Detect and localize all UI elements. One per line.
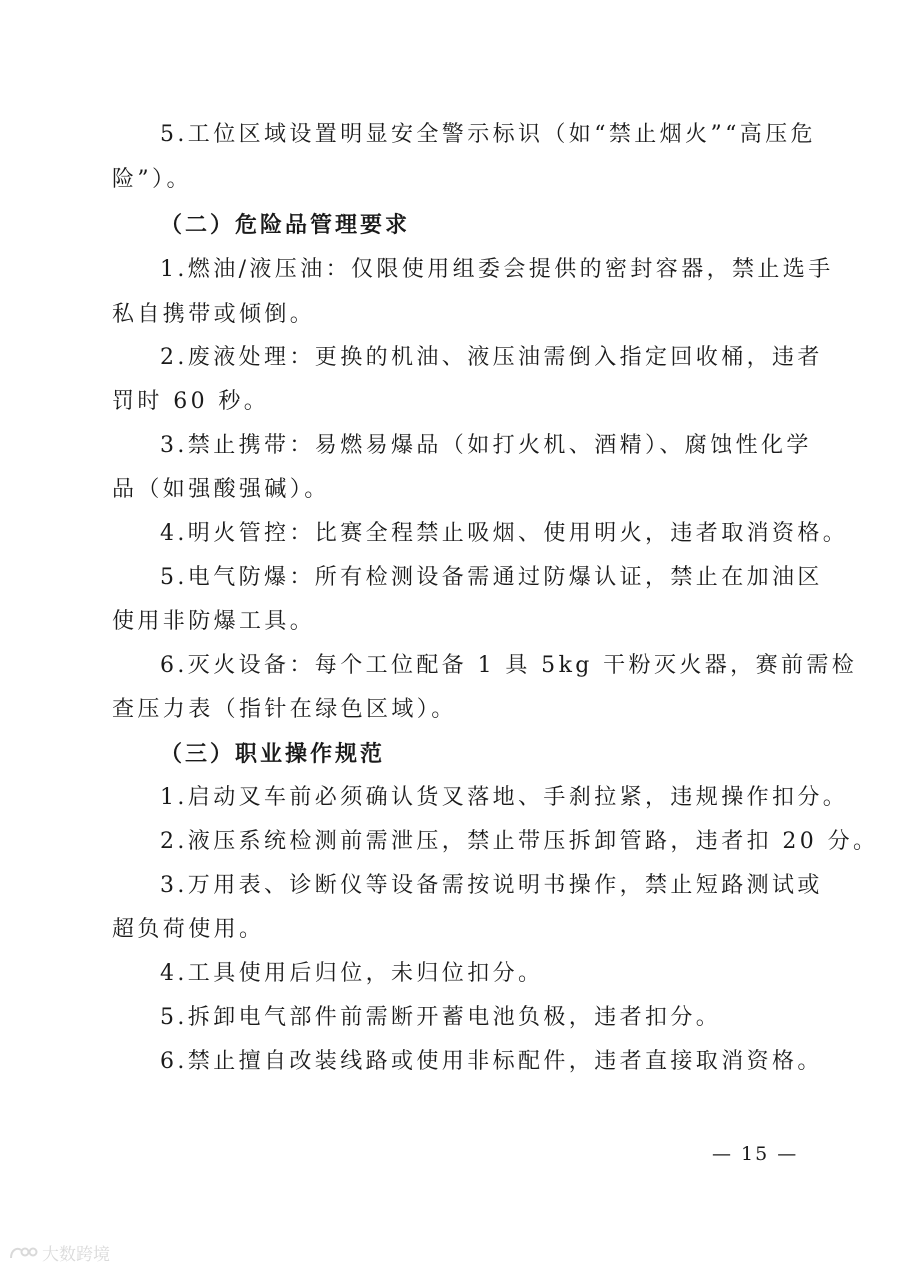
paragraph-line: 6.灭火设备：每个工位配备 1 具 5kg 干粉灭火器，赛前需检 [160, 653, 858, 678]
watermark [8, 1240, 110, 1265]
paragraph-line: 3.万用表、诊断仪等设备需按说明书操作，禁止短路测试或 [160, 873, 823, 898]
watermark-text: 大数跨境 [42, 1245, 110, 1265]
paragraph-line: 2.废液处理：更换的机油、液压油需倒入指定回收桶，违者 [160, 345, 823, 370]
section-heading: （二）危险品管理要求 [160, 212, 411, 238]
page-number: — 15 — [712, 1143, 799, 1165]
paragraph-line: 私自携带或倾倒。 [112, 302, 316, 327]
paragraph-line: 查压力表（指针在绿色区域）。 [112, 697, 457, 722]
paragraph-line: 5.电气防爆：所有检测设备需通过防爆认证，禁止在加油区 [160, 565, 823, 590]
paragraph-line: 5.拆卸电气部件前需断开蓄电池负极，违者扣分。 [160, 1005, 722, 1030]
paragraph-line: 2.液压系统检测前需泄压，禁止带压拆卸管路，违者扣 20 分。 [160, 829, 879, 854]
paragraph-line: 使用非防爆工具。 [112, 609, 316, 634]
paragraph-line: 超负荷使用。 [112, 917, 265, 942]
paragraph-line: 4.明火管控：比赛全程禁止吸烟、使用明火，违者取消资格。 [160, 521, 849, 546]
paragraph-line: 品（如强酸强碱）。 [112, 477, 330, 502]
paragraph-line: 5.工位区域设置明显安全警示标识（如“禁止烟火”“高压危 [160, 122, 816, 147]
paragraph-line: 1.燃油/液压油：仅限使用组委会提供的密封容器，禁止选手 [160, 257, 834, 282]
brand-logo-icon [8, 1244, 38, 1262]
paragraph-line: 罚时 60 秒。 [112, 389, 270, 414]
section-heading: （三）职业操作规范 [160, 741, 386, 767]
paragraph-line: 4.工具使用后归位，未归位扣分。 [160, 961, 544, 986]
paragraph-line: 1.启动叉车前必须确认货叉落地、手刹拉紧，违规操作扣分。 [160, 785, 849, 810]
paragraph-line: 险”）。 [112, 167, 192, 192]
paragraph-line: 6.禁止擅自改装线路或使用非标配件，违者直接取消资格。 [160, 1049, 823, 1074]
paragraph-line: 3.禁止携带：易燃易爆品（如打火机、酒精）、腐蚀性化学 [160, 433, 812, 458]
